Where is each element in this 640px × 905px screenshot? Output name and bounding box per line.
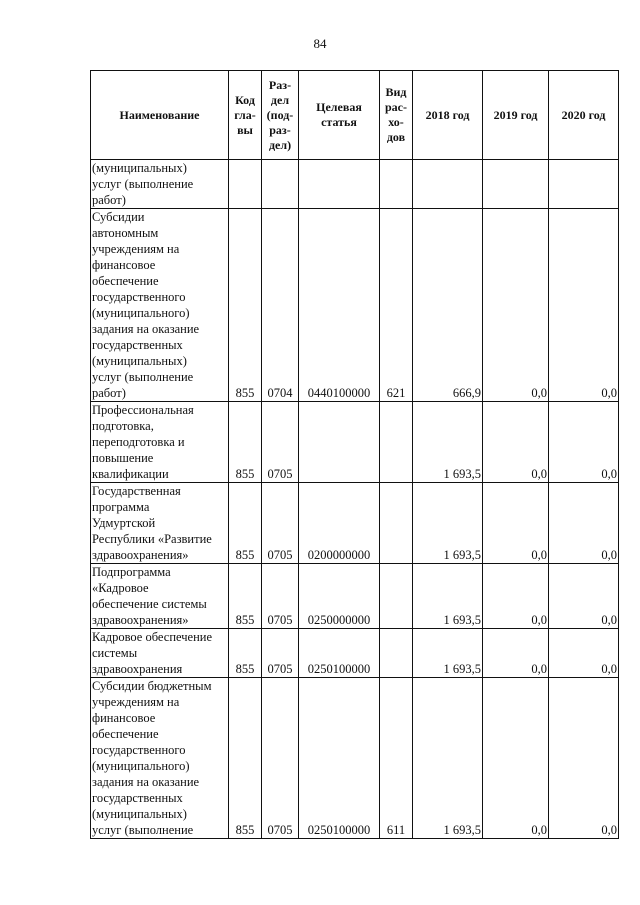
cell-section: 0704: [262, 209, 299, 402]
page-number: 84: [313, 36, 327, 51]
cell-name-line: автономным: [92, 226, 159, 240]
cell-name: [91, 564, 229, 629]
table-row: [91, 564, 619, 629]
cell-kind: [380, 160, 413, 209]
cell-name-line: финансовое: [92, 711, 156, 725]
cell-code: 855: [229, 483, 262, 564]
cell-name: [91, 209, 229, 402]
cell-name-line: Профессиональная: [92, 403, 194, 417]
cell-name-line: Подпрограмма: [92, 565, 171, 579]
cell-target: 0200000000: [299, 483, 380, 564]
cell-2019: 0,0: [483, 402, 549, 483]
cell-2019: [483, 160, 549, 209]
cell-name-line: Субсидии бюджетным: [92, 679, 212, 693]
table-row: [91, 402, 619, 483]
cell-2020: 0,0: [549, 678, 619, 839]
cell-name-line: задания на оказание: [92, 322, 200, 336]
cell-name-line: Кадровое обеспечение: [92, 630, 213, 644]
cell-section: 0705: [262, 629, 299, 678]
cell-2018: 1 693,5: [413, 483, 483, 564]
cell-section: 0705: [262, 483, 299, 564]
cell-2019: 0,0: [483, 629, 549, 678]
cell-name-line: (муниципальных): [92, 161, 187, 175]
cell-name-line: государственного: [92, 743, 186, 757]
cell-name-line: работ): [92, 193, 126, 207]
cell-kind: [380, 564, 413, 629]
cell-name: [91, 160, 229, 209]
cell-name-line: услуг (выполнение: [92, 370, 194, 384]
header-kind: [380, 71, 413, 160]
header-target-line: статья: [321, 115, 357, 129]
cell-name-line: Субсидии: [92, 210, 145, 224]
cell-2019: 0,0: [483, 678, 549, 839]
header-code-line: Код: [235, 92, 255, 107]
header-code-line: гла-: [234, 107, 256, 122]
cell-2018: 666,9: [413, 209, 483, 402]
cell-name-line: задания на оказание: [92, 775, 200, 789]
cell-name-line: переподготовка и: [92, 435, 185, 449]
cell-name-line: учреждениям на: [92, 242, 180, 256]
header-section-line: Раз-: [268, 77, 292, 92]
cell-2020: 0,0: [549, 564, 619, 629]
cell-name-line: обеспечение: [92, 274, 159, 288]
table-body: [91, 160, 619, 839]
table-row: [91, 483, 619, 564]
table-row: [91, 678, 619, 839]
cell-target: [299, 402, 380, 483]
cell-code: 855: [229, 402, 262, 483]
cell-name-line: (муниципальных): [92, 354, 187, 368]
cell-name-line: финансовое: [92, 258, 156, 272]
cell-name-line: квалификации: [92, 467, 169, 481]
cell-2020: [549, 160, 619, 209]
header-2019: 2019 год: [483, 71, 549, 160]
cell-section: 0705: [262, 678, 299, 839]
cell-name-line: государственных: [92, 338, 183, 352]
cell-name-line: учреждениям на: [92, 695, 180, 709]
header-section-line: (под-: [266, 107, 294, 122]
cell-code: 855: [229, 678, 262, 839]
cell-2020: 0,0: [549, 629, 619, 678]
cell-name-line: услуг (выполнение: [92, 823, 194, 837]
cell-name: [91, 402, 229, 483]
cell-name-line: здравоохранения: [92, 662, 183, 676]
header-kind-line: Вид: [385, 85, 407, 99]
header-code: [229, 71, 262, 160]
cell-name-line: здравоохранения»: [92, 613, 189, 627]
cell-target: [299, 160, 380, 209]
table-row: [91, 160, 619, 209]
cell-section: 0705: [262, 564, 299, 629]
cell-2018: 1 693,5: [413, 402, 483, 483]
cell-name: [91, 678, 229, 839]
cell-name-line: подготовка,: [92, 419, 154, 433]
cell-2020: 0,0: [549, 483, 619, 564]
cell-target: 0250100000: [299, 629, 380, 678]
cell-kind: [380, 629, 413, 678]
header-section-line: дел: [270, 92, 290, 107]
cell-code: 855: [229, 629, 262, 678]
cell-name-line: работ): [92, 386, 126, 400]
cell-code: 855: [229, 564, 262, 629]
header-2020: 2020 год: [549, 71, 619, 160]
cell-kind: 621: [380, 209, 413, 402]
cell-2018: 1 693,5: [413, 629, 483, 678]
table-row: [91, 629, 619, 678]
cell-2019: 0,0: [483, 209, 549, 402]
cell-code: [229, 160, 262, 209]
header-section-line: раз-: [269, 122, 291, 137]
cell-name-line: (муниципального): [92, 306, 190, 320]
cell-name-line: обеспечение: [92, 727, 159, 741]
cell-2018: 1 693,5: [413, 564, 483, 629]
table-row: [91, 209, 619, 402]
budget-table: [90, 70, 619, 839]
header-name: Наименование: [91, 71, 229, 160]
cell-kind: 611: [380, 678, 413, 839]
header-target: [299, 71, 380, 160]
cell-name-line: государственных: [92, 791, 183, 805]
cell-section: [262, 160, 299, 209]
cell-name-line: Республики «Развитие: [92, 532, 212, 546]
cell-name-line: Государственная: [92, 484, 181, 498]
cell-2020: 0,0: [549, 209, 619, 402]
cell-kind: [380, 483, 413, 564]
cell-code: 855: [229, 209, 262, 402]
cell-2018: [413, 160, 483, 209]
cell-target: 0440100000: [299, 209, 380, 402]
cell-name-line: (муниципальных): [92, 807, 187, 821]
cell-target: 0250000000: [299, 564, 380, 629]
header-kind-line: дов: [386, 130, 406, 144]
cell-name-line: (муниципального): [92, 759, 190, 773]
cell-name-line: «Кадровое: [92, 581, 149, 595]
header-section-line: дел): [268, 137, 292, 152]
header-code-line: вы: [237, 122, 253, 137]
cell-2019: 0,0: [483, 564, 549, 629]
cell-name: [91, 629, 229, 678]
cell-2020: 0,0: [549, 402, 619, 483]
header-kind-line: рас-: [385, 100, 407, 114]
cell-name-line: здравоохранения»: [92, 548, 189, 562]
cell-name-line: услуг (выполнение: [92, 177, 194, 191]
cell-target: 0250100000: [299, 678, 380, 839]
cell-name-line: повышение: [92, 451, 154, 465]
header-kind-line: хо-: [388, 115, 404, 129]
cell-name-line: государственного: [92, 290, 186, 304]
cell-name-line: обеспечение системы: [92, 597, 207, 611]
cell-name-line: Удмуртской: [92, 516, 156, 530]
cell-name: [91, 483, 229, 564]
cell-kind: [380, 402, 413, 483]
cell-name-line: программа: [92, 500, 150, 514]
header-target-line: Целевая: [316, 100, 362, 114]
header-row: [91, 71, 619, 160]
cell-section: 0705: [262, 402, 299, 483]
cell-2018: 1 693,5: [413, 678, 483, 839]
header-2018: 2018 год: [413, 71, 483, 160]
cell-2019: 0,0: [483, 483, 549, 564]
header-section: [262, 71, 299, 160]
cell-name-line: системы: [92, 646, 138, 660]
